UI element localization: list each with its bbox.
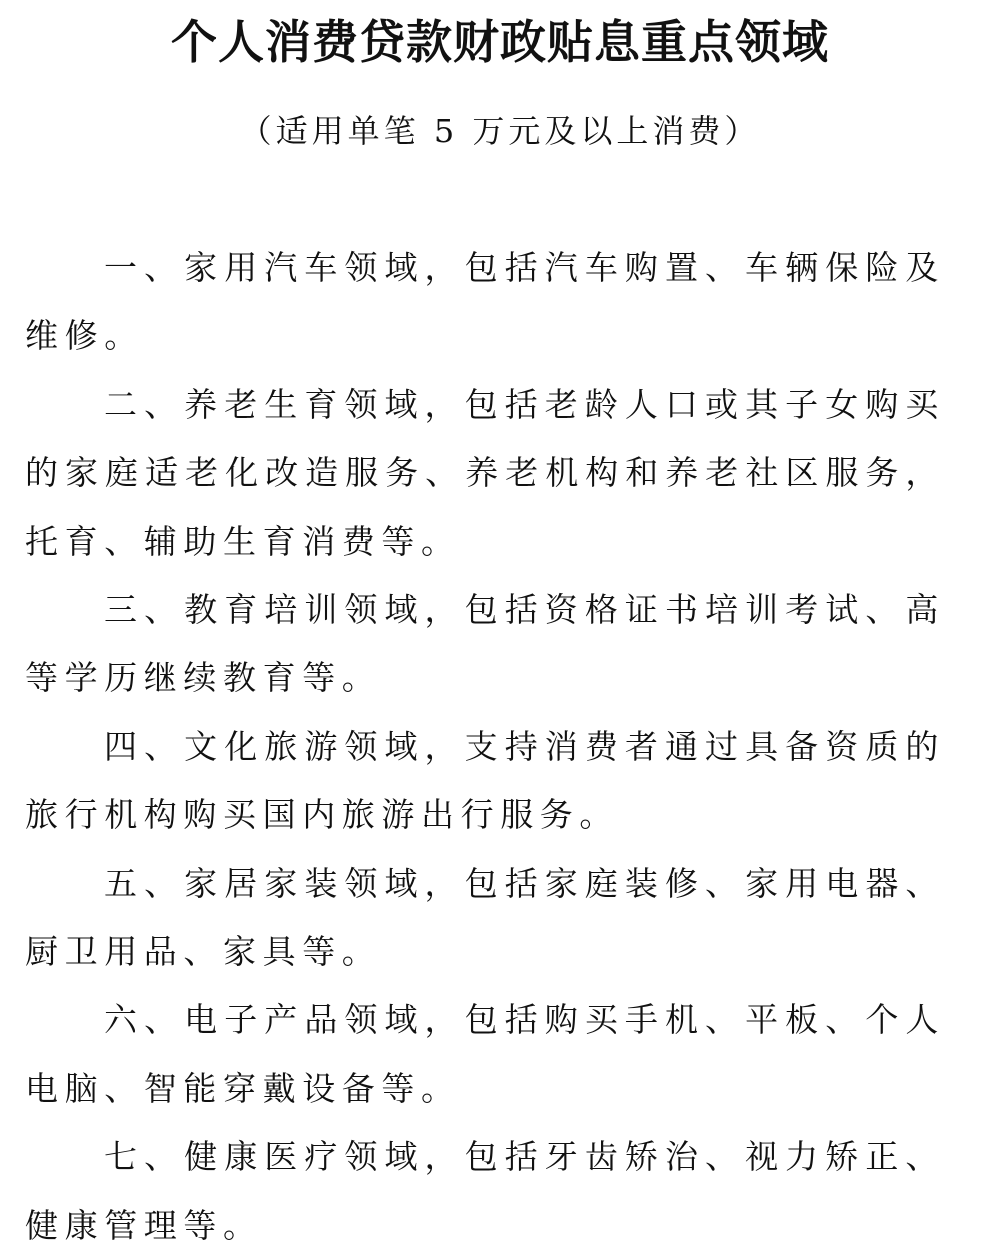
paragraph-automobile: 一、家用汽车领域，包括汽车购置、车辆保险及维修。	[25, 248, 945, 356]
paragraph-home-furnishing: 五、家居家装领域，包括家庭装修、家用电器、厨卫用品、家具等。	[25, 863, 945, 972]
paragraph-education-training: 三、教育培训领域，包括资格证书培训考试、高等学历继续教育等。	[25, 590, 945, 698]
document-body	[25, 234, 945, 1260]
paragraph-elderly-care-childbirth: 二、养老生育领域，包括老龄人口或其子女购买的家庭适老化改造服务、养老机构和养老社区服务，托育、辅助生育消费等。	[25, 384, 945, 561]
document-subtitle: （适用单笔 5 万元及以上消费）	[239, 112, 761, 150]
paragraph-health-medical: 七、健康医疗领域，包括牙齿矫治、视力矫正、健康管理等。	[25, 1137, 945, 1245]
paragraph-culture-tourism: 四、文化旅游领域，支持消费者通过具备资质的旅行机构购买国内旅游出行服务。	[25, 726, 945, 835]
document-title: 个人消费贷款财政贴息重点领域	[171, 15, 829, 69]
paragraph-electronics: 六、电子产品领域，包括购买手机、平板、个人电脑、智能穿戴设备等。	[25, 1000, 945, 1108]
